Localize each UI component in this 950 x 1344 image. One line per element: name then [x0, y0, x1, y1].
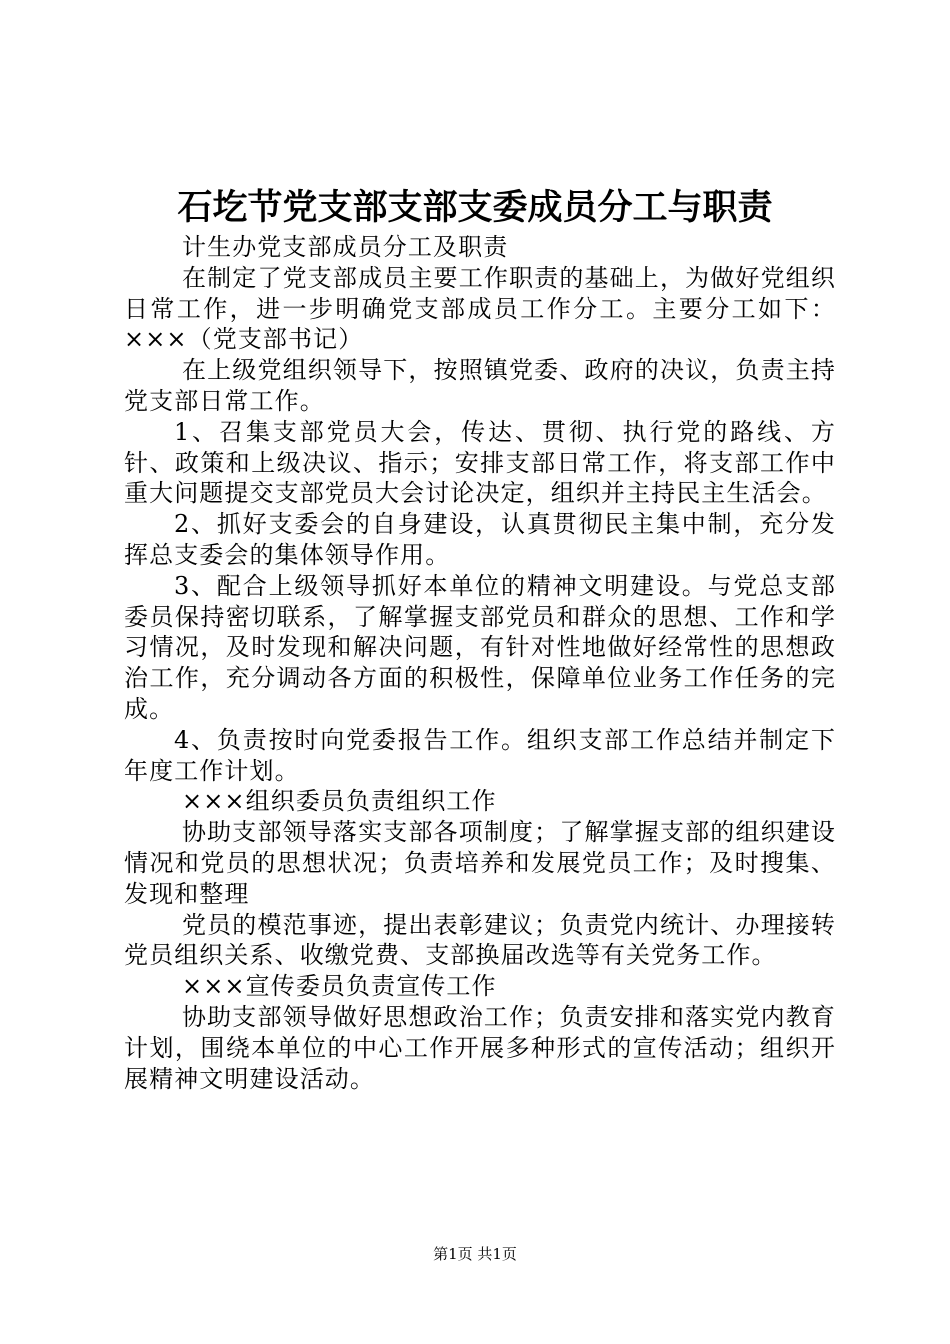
paragraph-intro: 在制定了党支部成员主要工作职责的基础上，为做好党组织日常工作，进一步明确党支部成员工作分工。主要分工如下：×××（党支部书记）	[124, 263, 836, 354]
paragraph-item-4: 4、负责按时向党委报告工作。组织支部工作总结并制定下年度工作计划。	[124, 725, 836, 785]
document-body	[124, 232, 836, 1094]
paragraph-item-1: 1、召集支部党员大会，传达、贯彻、执行党的路线、方针、政策和上级决议、指示；安排支部日常工作，将支部工作中重大问题提交支部党员大会讨论决定，组织并主持民主生活会。	[124, 417, 836, 508]
paragraph-organization-duty: 协助支部领导落实支部各项制度；了解掌握支部的组织建设情况和党员的思想状况；负责培养和发展党员工作；及时搜集、发现和整理	[124, 818, 836, 908]
paragraph-organization-duty-cont: 党员的模范事迹，提出表彰建议；负责党内统计、办理接转党员组织关系、收缴党费、支部换届改选等有关党务工作。	[124, 910, 836, 970]
page-footer: 第1页 共1页	[433, 1245, 517, 1263]
paragraph-propaganda-heading: ×××宣传委员负责宣传工作	[182, 972, 497, 1001]
paragraph-item-2: 2、抓好支委会的自身建设，认真贯彻民主集中制，充分发挥总支委会的集体领导作用。	[124, 510, 836, 569]
paragraph-organization-heading: ×××组织委员负责组织工作	[182, 787, 497, 816]
document-title: 石圪节党支部支部支委成员分工与职责	[177, 187, 773, 228]
paragraph-propaganda-duty: 协助支部领导做好思想政治工作；负责安排和落实党内教育计划，围绕本单位的中心工作开展多种形式的宣传活动；组织开展精神文明建设活动。	[124, 1002, 836, 1093]
paragraph-subtitle: 计生办党支部成员分工及职责	[182, 233, 509, 261]
paragraph-item-3: 3、配合上级领导抓好本单位的精神文明建设。与党总支部委员保持密切联系，了解掌握支部党员和群众的思想、工作和学习情况，及时发现和解决问题，有针对性地做好经常性的思想政治工作，充分调动各方面的积极性，保障单位业务工作任务的完成。	[124, 571, 836, 723]
paragraph-secretary-duty: 在上级党组织领导下，按照镇党委、政府的决议，负责主持党支部日常工作。	[124, 356, 836, 415]
